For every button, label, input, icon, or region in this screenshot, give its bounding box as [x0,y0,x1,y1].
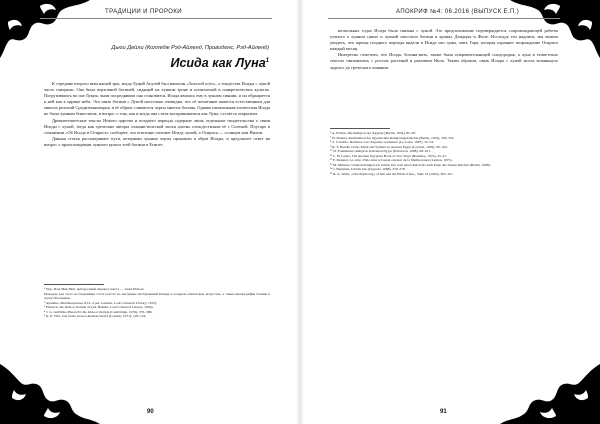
footnote: ⁵ R. E. Witt, Isis in the Graeco-Roman World (London, 1971), 120–124. [44,314,147,319]
footnote: Поводом для этого исследования стала работа по изучению изображений Исиды в позднем египетском искусстве, а также иконография богини в эпоху Птолемеев. [44,291,270,301]
paragraph: К середине второго века нашей эры, когда Луций Апулей был написан «Золотой осёл», о тождестве Исиды с луной часто говорили. Она была верховной богиней, сидящей на лунном троне и почитаемой в синкретических культах. Погрузившись во сне Луция, чьим посредником она становится, Исида явилась ему в лунном сиянии, и он обращается к ней как к царице неба. Эта связь богини с Луной настолько очевидна, что её почитание кажется естественным для многих религий Средиземноморья; в её образе сливаются черты многих богинь. Однако изначальная египетская Исида не была лунным божеством, и вопрос о том, как и когда она стала восприниматься как Луна, остаётся открытым. [44,81,270,117]
footnote: ¹³ M. Münster, Untersuchungen zur Göttin Isis vom Alten Reich bis zum Ende des Neuen Reiches (Berlin, 1968). [330,162,491,167]
article-authors: Дьюи Дейли (Колледж Рэд-Айленд, Провиденс, Рэд-Айленд) [111,45,269,51]
footnote: ¹¹ L. H. Lesko, The Ancient Egyptian Book of Two Ways (Berkeley, 1972), 45–47. [330,153,448,158]
page-number: 91 [440,409,447,415]
header-rule [40,18,272,19]
footnote: ¹⁵ R. A. Wells, «The Mythology of Nut and the Birth of Ra», SAK 19 (1992), 305–321. [330,171,454,176]
footnote-rule [44,284,104,285]
title-footnote-mark: 1 [265,57,269,64]
running-head: АПОКРИФ №4: 06.2016 (ВЫПУСК Е.П.) [396,9,520,15]
header-rule [328,18,560,19]
footnote: ⁶ A. Erman, Die Religion der Ägypter (Berlin, 1934), 85–87. [330,131,417,135]
body-text [44,81,270,281]
footnote: ⁸ S. Cauville, Dendara: Les chapelles osiriennes (Le Caire, 1997), 52–54. [330,140,434,145]
title-text: Исида как Луна [170,56,266,70]
footnote-rule [330,128,390,129]
paragraph: Интересно отметить, что Исида, богиня-мать, также была покровительницей плодородия, а луна в египетских текстах связывалась с ростом растений и разливом Нила. Таким образом, связь Исиды с луной могла возникнуть задолго до греческого влияния. [330,52,558,70]
footnote: ⁴ J. G. Griffiths, Plutarch’s De Iside et Osiride (Cambridge, 1970), 376–380. [44,309,153,314]
footnote: ¹⁰ D. Frankfurter, Religion in Roman Egypt (Princeton, 1998), 98–101. [330,149,431,154]
footnote: ³ Plutarch, De Iside et Osiride 52 (ed. Babbitt, Loeb Classical Library, 1936). [44,305,154,310]
right-page [300,0,600,424]
body-text [330,28,558,122]
footnote: ¹ Пер. Dale Muir Bell, выборочный перевод текста — Anna Elmore. [44,287,145,291]
paragraph: Древнеегипетские тексты Нового царства и позднего периода содержат лишь отдельные свидетельства о связи Исиды с луной, тогда как греческие авторы эллинистической эпохи охотно отождествляли её с Селеной. Плутарх в сочинении «Об Исиде и Осирисе» сообщает, что египтяне считают Исиду луной, а Осириса — солнцем или Нилом. [44,117,270,135]
page-number: 90 [147,409,154,415]
footnote: ¹⁴ J. Bergman, Ich bin Isis (Uppsala, 1968), 270–278. [330,167,406,172]
footnotes [44,287,270,405]
footnote: ⁹ R. T. Rundle Clark, Myth and Symbol in Ancient Egypt (London, 1959), 99–104. [330,144,448,149]
book-gutter [296,0,304,424]
article-title [44,56,269,70]
paragraph: нескольких годах Исида была связана с луной. Это предположение подтверждается сопровождающей работы ученого о лунном цикле и лунной ипостаси богини в храмах Дендеры и Филе. Исследуя эти надписи, мы можем увидеть, что жрецы позднего периода видели в Исиде око луны, мать Гора, которая охраняет возрождение Осириса каждый месяц. [330,28,558,52]
footnote: ¹² F. Dunand, Le culte d’Isis dans le bassin oriental de la Méditerranée (Leiden, 1973). [330,158,453,163]
footnotes [330,131,558,393]
footnote: ² Apuleius, Metamorphoses XI.3–4 (ed. Gaselee, Loeb Classical Library, 1915). [44,300,158,305]
running-head: ТРАДИЦИИ И ПРОРОКИ [105,9,182,15]
footnote: ⁷ H. Bonnet, Reallexikon der ägyptischen Religionsgeschichte (Berlin, 1952), 326–332. [330,135,455,140]
paragraph: Данная статья рассматривает пути, которыми лунные черты проникли в образ Исиды, и предлагает ответ на вопрос о происхождении лунного культа этой богини в Египте. [44,135,270,147]
